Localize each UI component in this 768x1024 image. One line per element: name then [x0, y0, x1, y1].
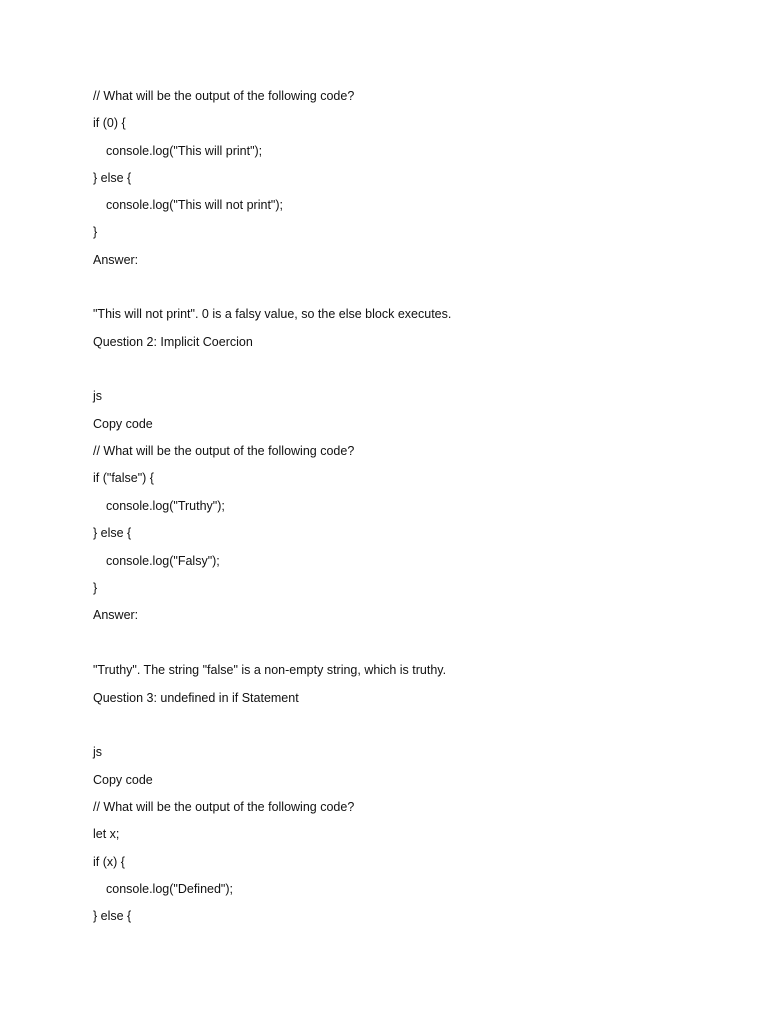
code-line: } else {: [93, 909, 132, 923]
copy-code-label: Copy code: [93, 417, 153, 431]
question-heading: Question 2: Implicit Coercion: [93, 335, 253, 349]
code-line: console.log("Falsy");: [106, 554, 220, 568]
answer-text: "This will not print". 0 is a falsy value, so the else block executes.: [93, 307, 452, 321]
answer-text: "Truthy". The string "false" is a non-empty string, which is truthy.: [93, 663, 447, 677]
code-line: if ("false") {: [93, 471, 154, 485]
answer-label: Answer:: [93, 253, 139, 267]
code-comment: // What will be the output of the following code?: [93, 89, 355, 103]
answer-label: Answer:: [93, 608, 139, 622]
code-line: console.log("Truthy");: [106, 499, 225, 513]
code-line: }: [93, 581, 98, 595]
question-heading: Question 3: undefined in if Statement: [93, 691, 299, 705]
code-line: if (0) {: [93, 116, 126, 130]
code-line: console.log("This will not print");: [106, 198, 283, 212]
code-line: }: [93, 225, 98, 239]
code-line: console.log("Defined");: [106, 882, 233, 896]
code-comment: // What will be the output of the following code?: [93, 800, 355, 814]
code-line: } else {: [93, 171, 132, 185]
code-line: console.log("This will print");: [106, 144, 263, 158]
code-comment: // What will be the output of the following code?: [93, 444, 355, 458]
code-language-label: js: [93, 389, 103, 403]
copy-code-label: Copy code: [93, 773, 153, 787]
code-language-label: js: [93, 745, 103, 759]
code-line: } else {: [93, 526, 132, 540]
code-line: let x;: [93, 827, 120, 841]
code-line: if (x) {: [93, 855, 125, 869]
